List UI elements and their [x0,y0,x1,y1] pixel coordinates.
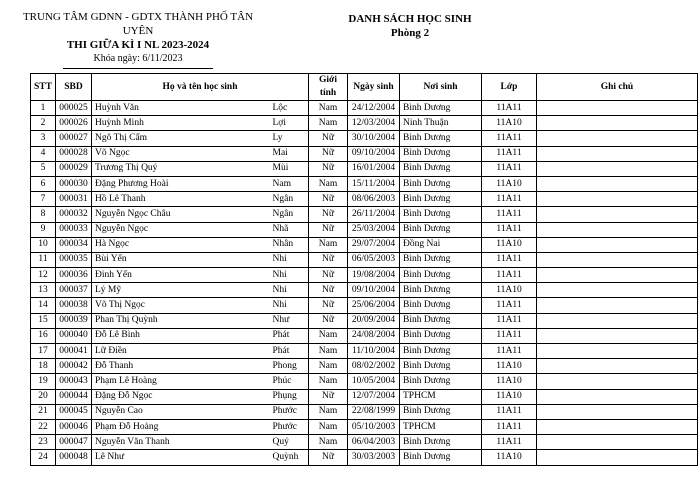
table-header-row [31,74,698,101]
dob-cell: 20/09/2004 [348,313,400,328]
dob-cell: 12/03/2004 [348,116,400,131]
class-cell: 11A11 [482,404,537,419]
note-cell [537,268,698,283]
last-name-cell: Nguyễn Ngọc Châu [92,207,270,222]
pob-cell: Bình Dương [400,176,482,191]
table-row [31,298,698,313]
pob-cell: Bình Dương [400,359,482,374]
pob-cell: Bình Dương [400,435,482,450]
note-cell [537,435,698,450]
note-cell [537,298,698,313]
note-cell [537,389,698,404]
class-cell: 11A11 [482,268,537,283]
class-cell: 11A11 [482,419,537,434]
col-header-pob: Nơi sinh [400,74,482,101]
note-cell [537,207,698,222]
last-name-cell: Hồ Lê Thanh [92,192,270,207]
dob-cell: 16/01/2004 [348,161,400,176]
sbd-cell: 000030 [56,176,92,191]
stt-cell: 6 [31,176,56,191]
pob-cell: Bình Dương [400,161,482,176]
class-cell: 11A10 [482,389,537,404]
stt-cell: 22 [31,419,56,434]
table-row [31,192,698,207]
sbd-cell: 000047 [56,435,92,450]
stt-cell: 20 [31,389,56,404]
col-header-name: Họ và tên học sinh [92,74,309,101]
dob-cell: 12/07/2004 [348,389,400,404]
gender-cell: Nam [309,328,348,343]
gender-cell: Nam [309,237,348,252]
stt-cell: 10 [31,237,56,252]
last-name-cell: Lý Mỹ [92,283,270,298]
first-name-cell: Nhi [270,298,309,313]
sbd-cell: 000036 [56,268,92,283]
stt-cell: 7 [31,192,56,207]
stt-cell: 1 [31,101,56,116]
gender-cell: Nữ [309,252,348,267]
class-cell: 11A11 [482,161,537,176]
class-cell: 11A11 [482,222,537,237]
dob-cell: 30/03/2003 [348,450,400,465]
gender-cell: Nữ [309,161,348,176]
first-name-cell: Phong [270,359,309,374]
last-name-cell: Ngô Thị Cẩm [92,131,270,146]
note-cell [537,344,698,359]
dob-cell: 11/10/2004 [348,344,400,359]
pob-cell: Bình Dương [400,146,482,161]
dob-cell: 19/08/2004 [348,268,400,283]
note-cell [537,450,698,465]
gender-cell: Nữ [309,268,348,283]
first-name-cell: Phước [270,419,309,434]
col-header-gender: Giới tính [309,74,348,101]
sbd-cell: 000027 [56,131,92,146]
sbd-cell: 000033 [56,222,92,237]
dob-cell: 30/10/2004 [348,131,400,146]
stt-cell: 13 [31,283,56,298]
stt-cell: 8 [31,207,56,222]
note-cell [537,328,698,343]
first-name-cell: Lợi [270,116,309,131]
sbd-cell: 000046 [56,419,92,434]
pob-cell: Bình Dương [400,404,482,419]
gender-cell: Nữ [309,207,348,222]
exam-date: Khóa ngày: 6/11/2023 [93,53,183,64]
class-cell: 11A10 [482,116,537,131]
class-cell: 11A11 [482,101,537,116]
stt-cell: 23 [31,435,56,450]
class-cell: 11A10 [482,283,537,298]
gender-cell: Nữ [309,146,348,161]
class-cell: 11A11 [482,252,537,267]
pob-cell: Bình Dương [400,268,482,283]
dob-cell: 25/06/2004 [348,298,400,313]
table-row [31,374,698,389]
last-name-cell: Phạm Đỗ Hoàng [92,419,270,434]
col-header-class: Lớp [482,74,537,101]
class-cell: 11A11 [482,131,537,146]
gender-cell: Nam [309,344,348,359]
first-name-cell: Phát [270,344,309,359]
last-name-cell: Nguyễn Văn Thanh [92,435,270,450]
last-name-cell: Đỗ Thanh [92,359,270,374]
gender-cell: Nữ [309,450,348,465]
table-row [31,328,698,343]
first-name-cell: Nam [270,176,309,191]
gender-cell: Nữ [309,389,348,404]
table-row [31,283,698,298]
note-cell [537,419,698,434]
table-row [31,313,698,328]
class-cell: 11A10 [482,359,537,374]
class-cell: 11A11 [482,344,537,359]
sbd-cell: 000037 [56,283,92,298]
pob-cell: Bình Dương [400,283,482,298]
sbd-cell: 000028 [56,146,92,161]
stt-cell: 2 [31,116,56,131]
sbd-cell: 000041 [56,344,92,359]
last-name-cell: Bùi Yến [92,252,270,267]
class-cell: 11A11 [482,207,537,222]
last-name-cell: Phạm Lê Hoàng [92,374,270,389]
note-cell [537,404,698,419]
table-row [31,359,698,374]
table-row [31,435,698,450]
sbd-cell: 000045 [56,404,92,419]
gender-cell: Nam [309,359,348,374]
note-cell [537,237,698,252]
col-header-sbd: SBD [56,74,92,101]
class-cell: 11A10 [482,374,537,389]
list-title: DANH SÁCH HỌC SINH [348,13,472,25]
dob-cell: 24/08/2004 [348,328,400,343]
note-cell [537,176,698,191]
sbd-cell: 000038 [56,298,92,313]
table-row [31,116,698,131]
note-cell [537,252,698,267]
stt-cell: 17 [31,344,56,359]
pob-cell: Bình Dương [400,450,482,465]
first-name-cell: Nhi [270,268,309,283]
col-header-stt: STT [31,74,56,101]
org-header [18,10,258,69]
note-cell [537,131,698,146]
table-row [31,268,698,283]
sbd-cell: 000029 [56,161,92,176]
gender-cell: Nam [309,176,348,191]
gender-cell: Nam [309,404,348,419]
pob-cell: Đồng Nai [400,237,482,252]
note-cell [537,374,698,389]
first-name-cell: Mai [270,146,309,161]
last-name-cell: Phan Thị Quỳnh [92,313,270,328]
last-name-cell: Hà Ngọc [92,237,270,252]
table-row [31,131,698,146]
student-rows [31,101,698,466]
last-name-cell: Trương Thị Quý [92,161,270,176]
last-name-cell: Đỗ Lê Bình [92,328,270,343]
gender-cell: Nữ [309,298,348,313]
table-row [31,450,698,465]
class-cell: 11A10 [482,237,537,252]
note-cell [537,146,698,161]
note-cell [537,161,698,176]
pob-cell: Bình Dương [400,192,482,207]
class-cell: 11A11 [482,146,537,161]
gender-cell: Nam [309,419,348,434]
first-name-cell: Nhi [270,252,309,267]
class-cell: 11A11 [482,328,537,343]
list-header [330,12,490,40]
table-row [31,419,698,434]
dob-cell: 29/07/2004 [348,237,400,252]
class-cell: 11A10 [482,176,537,191]
note-cell [537,283,698,298]
pob-cell: Bình Dương [400,344,482,359]
stt-cell: 12 [31,268,56,283]
last-name-cell: Huỳnh Văn [92,101,270,116]
sbd-cell: 000032 [56,207,92,222]
stt-cell: 3 [31,131,56,146]
dob-cell: 09/10/2004 [348,146,400,161]
first-name-cell: Phúc [270,374,309,389]
first-name-cell: Quý [270,435,309,450]
first-name-cell: Nhi [270,283,309,298]
pob-cell: Bình Dương [400,328,482,343]
table-row [31,404,698,419]
stt-cell: 11 [31,252,56,267]
stt-cell: 19 [31,374,56,389]
exam-title: THI GIỮA KÌ I NL 2023-2024 [66,39,210,51]
class-cell: 11A11 [482,298,537,313]
stt-cell: 14 [31,298,56,313]
first-name-cell: Ngân [270,207,309,222]
table-row [31,161,698,176]
gender-cell: Nữ [309,283,348,298]
dob-cell: 06/04/2003 [348,435,400,450]
stt-cell: 21 [31,404,56,419]
note-cell [537,359,698,374]
student-table [30,73,698,466]
note-cell [537,313,698,328]
dob-cell: 10/05/2004 [348,374,400,389]
sbd-cell: 000044 [56,389,92,404]
first-name-cell: Ngân [270,192,309,207]
sbd-cell: 000043 [56,374,92,389]
dob-cell: 25/03/2004 [348,222,400,237]
pob-cell: Bình Dương [400,101,482,116]
table-row [31,237,698,252]
table-row [31,344,698,359]
first-name-cell: Phước [270,404,309,419]
class-cell: 11A10 [482,450,537,465]
gender-cell: Nữ [309,192,348,207]
first-name-cell: Như [270,313,309,328]
table-row [31,222,698,237]
gender-cell: Nam [309,101,348,116]
header-divider [63,68,213,69]
last-name-cell: Nguyễn Ngọc [92,222,270,237]
dob-cell: 08/02/2002 [348,359,400,374]
table-row [31,389,698,404]
last-name-cell: Đặng Đỗ Ngọc [92,389,270,404]
note-cell [537,101,698,116]
gender-cell: Nam [309,435,348,450]
stt-cell: 4 [31,146,56,161]
pob-cell: Bình Dương [400,131,482,146]
pob-cell: Bình Dương [400,374,482,389]
last-name-cell: Võ Ngọc [92,146,270,161]
stt-cell: 16 [31,328,56,343]
sbd-cell: 000035 [56,252,92,267]
dob-cell: 22/08/1999 [348,404,400,419]
sbd-cell: 000048 [56,450,92,465]
last-name-cell: Đinh Yến [92,268,270,283]
stt-cell: 9 [31,222,56,237]
table-row [31,207,698,222]
stt-cell: 5 [31,161,56,176]
pob-cell: Bình Dương [400,252,482,267]
col-header-dob: Ngày sinh [348,74,400,101]
room-label: Phòng 2 [390,27,430,39]
first-name-cell: Phát [270,328,309,343]
pob-cell: TPHCM [400,419,482,434]
sbd-cell: 000040 [56,328,92,343]
sbd-cell: 000025 [56,101,92,116]
class-cell: 11A11 [482,313,537,328]
pob-cell: Ninh Thuận [400,116,482,131]
dob-cell: 15/11/2004 [348,176,400,191]
note-cell [537,192,698,207]
dob-cell: 05/10/2003 [348,419,400,434]
gender-cell: Nữ [309,222,348,237]
sbd-cell: 000034 [56,237,92,252]
first-name-cell: Mùi [270,161,309,176]
first-name-cell: Lộc [270,101,309,116]
pob-cell: Bình Dương [400,313,482,328]
pob-cell: Bình Dương [400,298,482,313]
gender-cell: Nữ [309,131,348,146]
stt-cell: 24 [31,450,56,465]
table-row [31,252,698,267]
sbd-cell: 000031 [56,192,92,207]
gender-cell: Nam [309,374,348,389]
first-name-cell: Ly [270,131,309,146]
first-name-cell: Quỳnh [270,450,309,465]
last-name-cell: Võ Thị Ngọc [92,298,270,313]
first-name-cell: Phụng [270,389,309,404]
note-cell [537,222,698,237]
last-name-cell: Lữ Điền [92,344,270,359]
pob-cell: Bình Dương [400,222,482,237]
sbd-cell: 000039 [56,313,92,328]
note-cell [537,116,698,131]
sbd-cell: 000026 [56,116,92,131]
sbd-cell: 000042 [56,359,92,374]
last-name-cell: Huỳnh Minh [92,116,270,131]
class-cell: 11A11 [482,435,537,450]
last-name-cell: Đặng Phương Hoài [92,176,270,191]
first-name-cell: Nhã [270,222,309,237]
last-name-cell: Lê Như [92,450,270,465]
org-name: TRUNG TÂM GDNN - GDTX THÀNH PHỐ TÂN UYÊN [22,11,254,37]
col-header-note: Ghi chú [537,74,698,101]
pob-cell: Bình Dương [400,207,482,222]
last-name-cell: Nguyễn Cao [92,404,270,419]
first-name-cell: Nhân [270,237,309,252]
dob-cell: 24/12/2004 [348,101,400,116]
gender-cell: Nữ [309,313,348,328]
table-row [31,176,698,191]
dob-cell: 06/05/2003 [348,252,400,267]
stt-cell: 15 [31,313,56,328]
class-cell: 11A11 [482,192,537,207]
pob-cell: TPHCM [400,389,482,404]
table-row [31,146,698,161]
gender-cell: Nam [309,116,348,131]
stt-cell: 18 [31,359,56,374]
dob-cell: 09/10/2004 [348,283,400,298]
dob-cell: 26/11/2004 [348,207,400,222]
dob-cell: 08/06/2003 [348,192,400,207]
table-row [31,101,698,116]
